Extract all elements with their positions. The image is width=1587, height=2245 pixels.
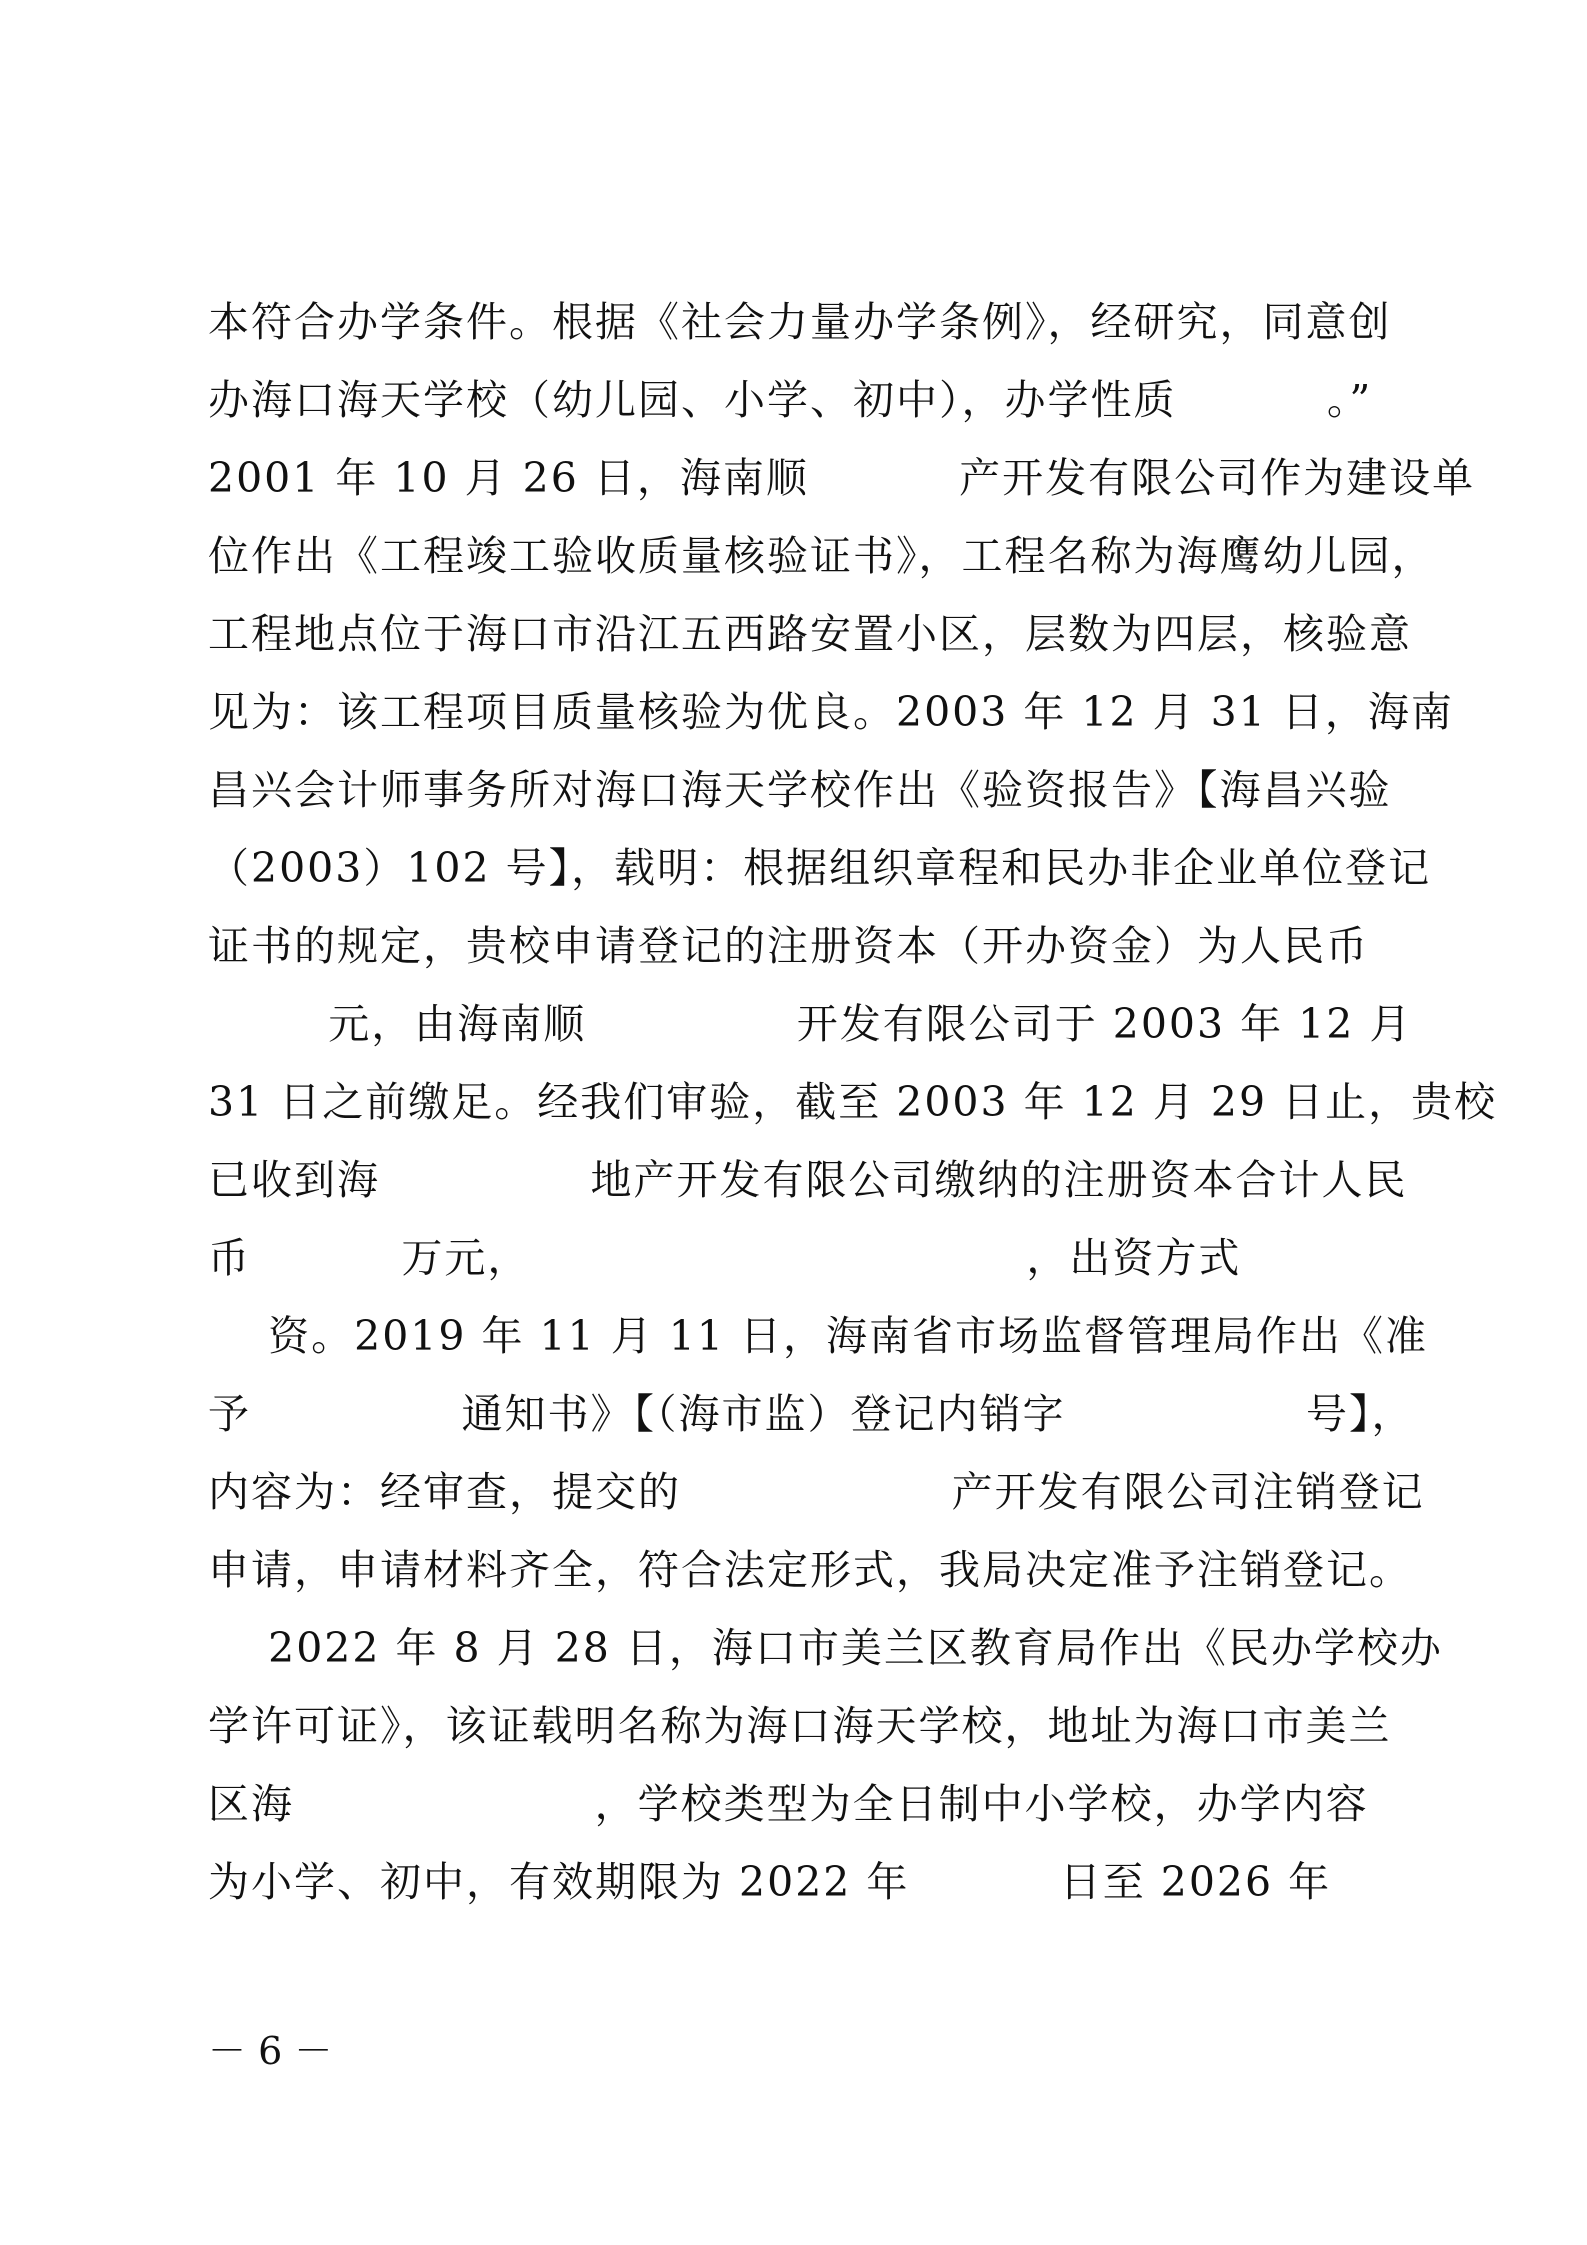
text-line: 本符合办学条件。根据《社会力量办学条例》，经研究，同意创 (208, 298, 1392, 346)
text-line: （2003）102 号】，载明：根据组织章程和民办非企业单位登记 (208, 844, 1432, 892)
text-line: 办海口海天学校（幼儿园、小学、初中），办学性质 。” (208, 376, 1373, 424)
text-line: 为小学、初中，有效期限为 2022 年 日至 2026 年 (208, 1858, 1332, 1906)
text-line: 已收到海 地产开发有限公司缴纳的注册资本合计人民 (208, 1156, 1408, 1204)
text-line: 位作出《工程竣工验收质量核验证书》，工程名称为海鹰幼儿园， (208, 532, 1435, 580)
text-line: 昌兴会计师事务所对海口海天学校作出《验资报告》【海昌兴验 (208, 766, 1392, 814)
text-line: 2022 年 8 月 28 日，海口市美兰区教育局作出《民办学校办 (208, 1624, 1443, 1672)
text-line: 资。2019 年 11 月 11 日，海南省市场监督管理局作出《准 (208, 1312, 1428, 1360)
text-line: 2001 年 10 月 26 日，海南顺 产开发有限公司作为建设单 (208, 454, 1476, 502)
text-line: 31 日之前缴足。经我们审验，截至 2003 年 12 月 29 日止，贵校 (208, 1078, 1498, 1126)
text-line: 学许可证》，该证载明名称为海口海天学校，地址为海口市美兰 (208, 1702, 1392, 1750)
text-line: 工程地点位于海口市沿江五西路安置小区，层数为四层，核验意 (208, 610, 1412, 658)
text-line: 内容为：经审查，提交的 产开发有限公司注销登记 (208, 1468, 1425, 1516)
text-line: 予 通知书》【（海市监）登记内销字 号】， (208, 1390, 1415, 1438)
text-line: 证书的规定，贵校申请登记的注册资本（开办资金）为人民币 (208, 922, 1369, 970)
text-line: 元，由海南顺 开发有限公司于 2003 年 12 月 (208, 1000, 1413, 1048)
text-line: 申请，申请材料齐全，符合法定形式，我局决定准予注销登记。 (208, 1546, 1412, 1594)
text-line: 币 万元， ，出资方式 (208, 1234, 1242, 1282)
text-line: 见为：该工程项目质量核验为优良。2003 年 12 月 31 日，海南 (208, 688, 1454, 736)
page-number: － 6 － (208, 2029, 333, 2073)
text-line: 区海 ，学校类型为全日制中小学校，办学内容 (208, 1780, 1369, 1828)
